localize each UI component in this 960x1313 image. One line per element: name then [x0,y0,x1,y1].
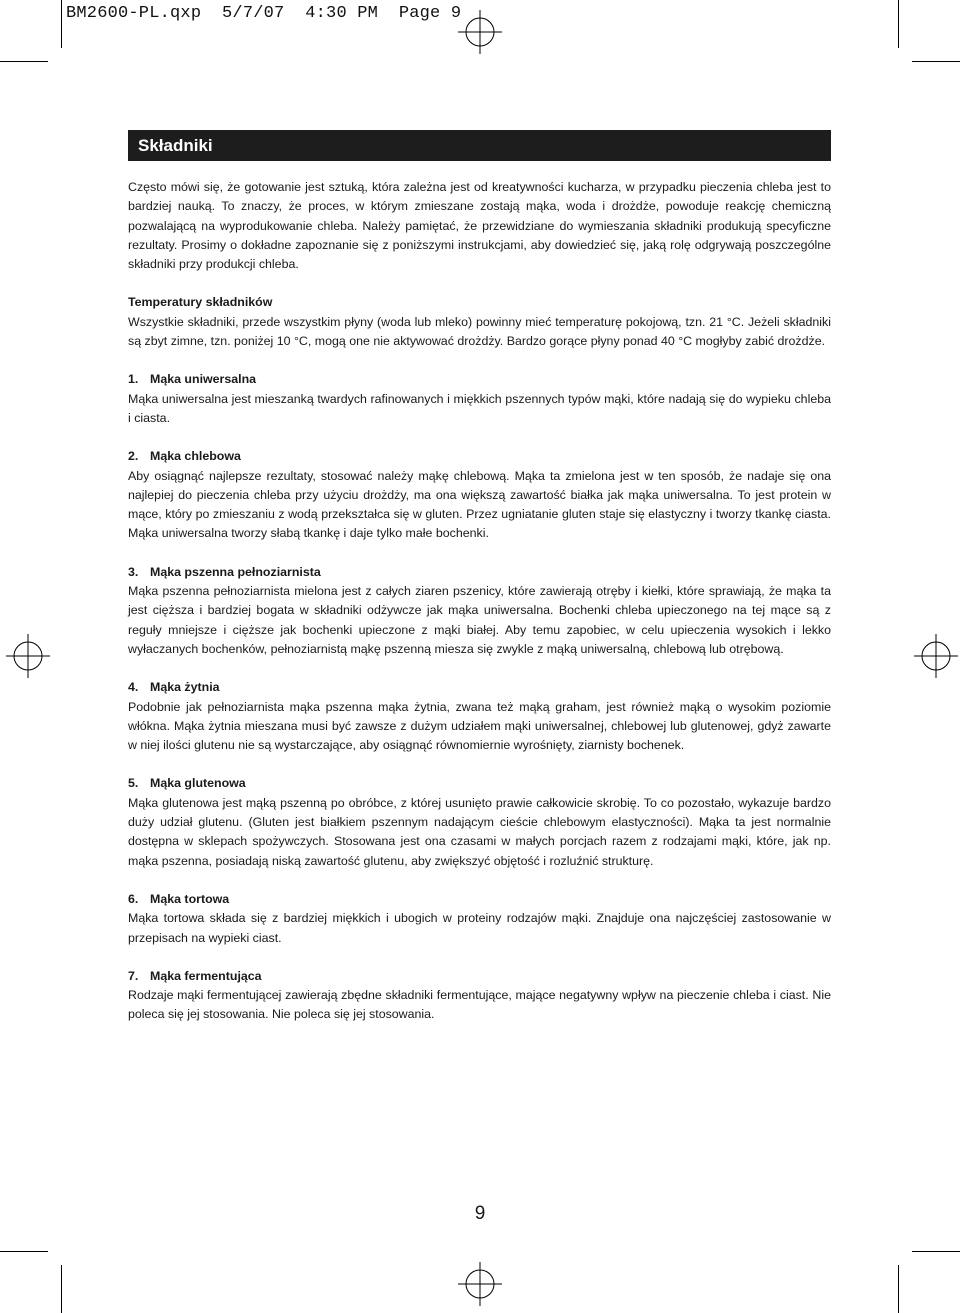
section-heading-text: Mąka fermentująca [150,968,262,983]
section-body: Mąka uniwersalna jest mieszanką twardych rafinowanych i miękkich pszennych typów mąki, które nadają się do wypieku chleba i ciasta. [128,391,831,425]
section-heading-text: Temperatury składników [128,295,273,310]
section-heading-text: Mąka chlebowa [150,449,241,464]
section-heading-text: Mąka pszenna pełnoziarnista [150,564,321,579]
section-flour-3 [128,563,831,659]
section-number: 1. [128,372,139,387]
section-heading [128,890,831,909]
section-heading [128,967,831,986]
section-heading [128,293,831,312]
crop-mark-bottom-left-horizontal [0,1251,48,1252]
section-number: 5. [128,776,139,791]
crop-mark-bottom-right-vertical [898,1265,899,1313]
section-body: Mąka glutenowa jest mąką pszenną po obróbce, z której usunięto prawie całkowicie skrobię. To co pozostało, wykazuje bardzo duży udział glutenu. (Gluten jest białkiem pszennym nadającym cieście chlebowym elastyczności). Mąka ta jest normalnie dostępna w sklepach spożywczych. Stosowana jest ona czasami w małych porcjach razem z rodzajami mąki, które, jak np. mąka pszenna, posiadają niską zawartość glutenu, aby zwiększyć objętość i rozluźnić strukturę. [128,795,831,868]
section-flour-6 [128,890,831,948]
section-heading-text: Mąka glutenowa [150,776,246,791]
print-slug-line: BM2600-PL.qxp 5/7/07 4:30 PM Page 9 [66,4,462,23]
crop-mark-bottom-left-vertical [61,1265,62,1313]
section-body: Mąka pszenna pełnoziarnista mielona jest z całych ziaren pszenicy, które zawierają otręby i kiełki, które sprawiają, że mąka ta jest cięższa i bardziej bogata w składniki odżywcze jak mąka uniwersalna. Bochenki chleba upieczonego na tej mące są z reguły mniejsze i cięższe jak bochenki upieczone z mąki białej. Aby temu zapobiec, w celu upieczenia wysokich i lekko wyłaczanych bochenków, pełnoziarnistą mąkę pszenną miesza się zwykle z mąką uniwersalną, chlebową lub otrębową. [128,584,831,656]
section-number: 7. [128,968,139,983]
section-number: 3. [128,564,139,579]
section-flour-2 [128,447,831,543]
registration-mark-icon [458,1262,502,1306]
section-heading [128,447,831,466]
crop-mark-top-left-horizontal [0,61,48,62]
section-temperatures [128,293,831,351]
section-flour-1 [128,370,831,428]
crop-mark-bottom-right-horizontal [912,1251,960,1252]
page-number: 9 [474,1203,486,1224]
section-title-bar [128,130,831,161]
section-heading [128,370,831,389]
section-heading-text: Mąka uniwersalna [150,372,257,387]
section-body: Mąka tortowa składa się z bardziej miękkich i ubogich w proteiny rodzajów mąki. Znajduje ona najczęściej zastosowanie w przepisach na wypieki ciast. [128,911,831,945]
section-body: Wszystkie składniki, przede wszystkim płyny (woda lub mleko) powinny mieć temperaturę pokojową, tzn. 21 °C. Jeżeli składniki są zbyt zimne, tzn. poniżej 10 °C, mogą one nie aktywować drożdży. Bardzo gorące płyny ponad 40 °C mogłyby zabić drożdże. [128,314,831,349]
crop-mark-top-left-vertical [61,0,62,48]
section-number: 4. [128,680,139,695]
section-number: 6. [128,891,139,906]
section-number: 2. [128,449,139,464]
intro-paragraph: Często mówi się, że gotowanie jest sztuką, która zależna jest od kreatywności kucharza, w przypadku pieczenia chleba jest to bardziej nauką. To znaczy, że proces, w którym zmieszane zostają mąka, woda i drożdże, powoduje reakcję chemiczną pozwalającą na wyprodukowanie chleba. Należy pamiętać, że przewidziane do wymieszania składniki produkują specyficzne rezultaty. Prosimy o dokładne zapoznanie się z poniższymi instrukcjami, aby dowiedzieć się, jaką rolę odgrywają poszczególne składniki przy produkcji chleba. [128,180,831,272]
section-heading-text: Mąka żytnia [150,680,220,695]
section-flour-5 [128,774,831,870]
section-body: Rodzaje mąki fermentującej zawierają zbędne składniki fermentujące, mające negatywny wpływ na pieczenie chleba i ciast. Nie poleca się jej stosowania. Nie poleca się jej stosowania. [128,988,831,1022]
page-title: Składniki [138,135,213,155]
section-flour-4 [128,678,831,755]
section-body: Podobnie jak pełnoziarnista mąka pszenna mąka żytnia, zwana też mąką graham, jest również mąką o wysokim poziomie włókna. Mąka żytnia mieszana musi być zawsze z dużym udziałem mąki uniwersalnej, chlebowej lub glutenowej, gdyż zawarte w niej ilości glutenu nie są wystarczające, aby osiągnąć równomiernie wyrośnięty, ziarnisty bochenek. [128,699,831,753]
section-flour-7 [128,967,831,1025]
section-heading [128,563,831,582]
registration-mark-icon [6,634,50,678]
section-heading [128,678,831,697]
registration-mark-icon [458,10,502,54]
page-content [128,130,831,1025]
crop-mark-top-right-vertical [898,0,899,48]
crop-mark-top-right-horizontal [912,61,960,62]
registration-mark-icon [914,634,958,678]
section-body: Aby osiągnąć najlepsze rezultaty, stosować należy mąkę chlebową. Mąka ta zmielona jest w ten sposób, że nadaje się ona najlepiej do pieczenia chleba przy użyciu drożdży, ma ona większą zawartość białka jak mąka uniwersalna. To jest protein w mące, który po zmieszaniu z wodą przekształca się w gluten. Przez ugniatanie gluten staje się elastyczny i tworzy tkankę ciasta. Mąka uniwersalna tworzy słabą tkankę i daje tylko małe bochenki. [128,468,831,541]
section-heading [128,774,831,793]
section-heading-text: Mąka tortowa [150,891,230,906]
